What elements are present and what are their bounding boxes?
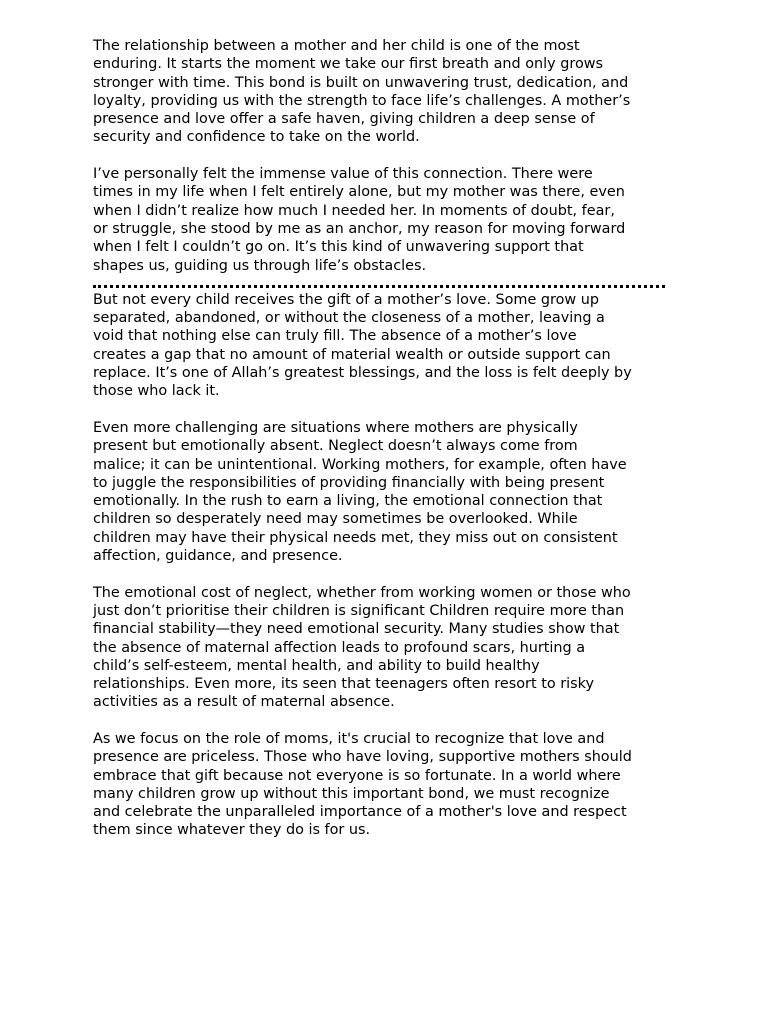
paragraph-spacer	[93, 401, 683, 419]
paragraph-spacer	[93, 712, 683, 730]
paragraph-2: I’ve personally felt the immense value of this connection. There were times in my life when I felt entirely alone, but my mother was there, even when I didn’t realize how much I needed her. In moments of doubt, fear, or struggle, she stood by me as an anchor, my reason for moving forward when I felt I couldn’t go on. It’s this kind of unwavering support that shapes us, guiding us through life’s obstacles.	[93, 166, 626, 274]
paragraph-spacer	[93, 565, 683, 583]
paragraph-1: The relationship between a mother and her child is one of the most enduring. It starts the moment we take our first breath and only grows stronger with time. This bond is built on unwavering trust, dedication, and loyalty, providing us with the strength to face life’s challenges. A mother’s presence and love offer a safe haven, giving children a deep sense of security and confidence to take on the world.	[93, 38, 631, 146]
paragraph-4: Even more challenging are situations where mothers are physically present but emotionally absent. Neglect doesn’t always come from malice; it can be unintentional. Working mothers, for example, often have to juggle the responsibilities of providing financially with being present emotionally. In the rush to earn a living, the emotional connection that children so desperately need may sometimes be overlooked. While children may have their physical needs met, they miss out on consistent affection, guidance, and presence.	[93, 419, 627, 565]
paragraph-spacer	[93, 147, 683, 165]
paragraph-5: The emotional cost of neglect, whether from working women or those who just don’t prioritise their children is significant Children require more than financial stability—they need emotional security. Many studies show that the absence of maternal affection leads to profound scars, hurting a child’s self-esteem, mental health, and ability to build healthy relationships. Even more, its seen that teenagers often resort to risky activities as a result of maternal absence.	[93, 584, 631, 711]
paragraph-6: As we focus on the role of moms, it's crucial to recognize that love and presence are priceless. Those who have loving, supportive mothers should embrace that gift because not everyone is so fortunate. In a world where many children grow up without this important bond, we must recognize and celebrate the unparalleled importance of a mother's love and respect them since whatever they do is for us.	[93, 730, 632, 839]
paragraph-3: But not every child receives the gift of a mother’s love. Some grow up separated, abandoned, or without the closeness of a mother, leaving a void that nothing else can truly fill. The absence of a mother’s love creates a gap that no amount of material wealth or outside support can replace. It’s one of Allah’s greatest blessings, and the loss is felt deeply by those who lack it.	[93, 291, 632, 400]
dotted-divider	[93, 285, 665, 288]
document-body	[93, 37, 683, 840]
